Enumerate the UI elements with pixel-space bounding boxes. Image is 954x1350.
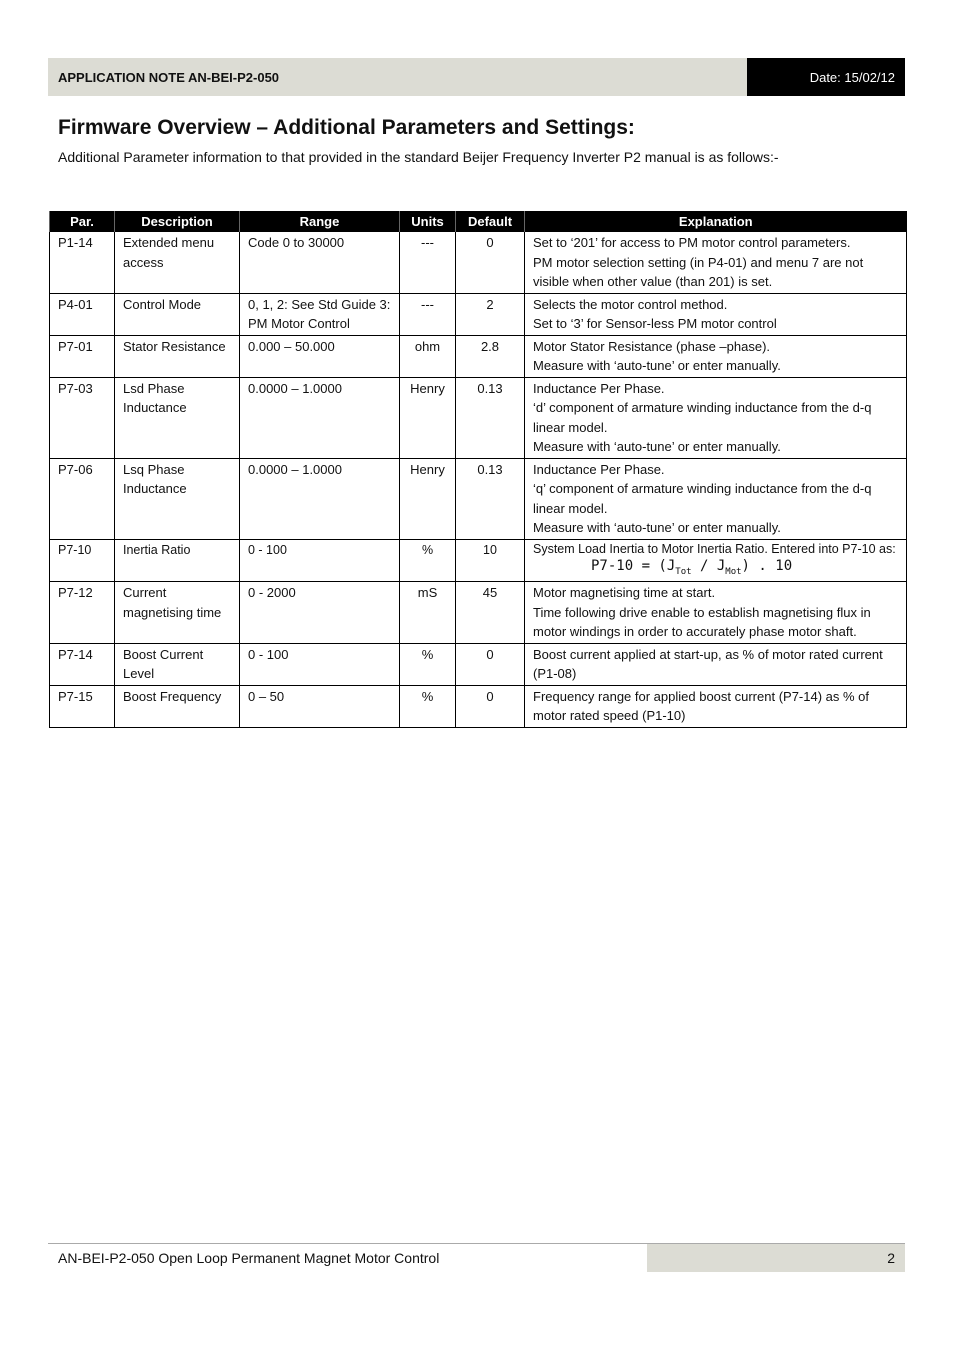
page-title: Firmware Overview – Additional Parameters and Settings: bbox=[58, 116, 635, 139]
footer-document-name: AN-BEI-P2-050 Open Loop Permanent Magnet Motor Control bbox=[58, 1250, 440, 1266]
explanation-line: Boost current applied at start-up, as % of motor rated current (P1-08) bbox=[533, 646, 883, 682]
cell-description: Lsd Phase Inductance bbox=[115, 377, 240, 458]
cell-explanation bbox=[525, 293, 907, 335]
cell-description: Stator Resistance bbox=[115, 335, 240, 377]
cell-units: Henry bbox=[400, 458, 456, 539]
document-title: APPLICATION NOTE AN-BEI-P2-050 bbox=[58, 69, 280, 85]
table-row bbox=[50, 232, 907, 294]
cell-range: 0.0000 – 1.0000 bbox=[240, 458, 400, 539]
formula-subscript: Tot bbox=[675, 566, 692, 577]
cell-range: 0, 1, 2: See Std Guide 3: PM Motor Control bbox=[240, 293, 400, 335]
table-row bbox=[50, 293, 907, 335]
cell-description: Control Mode bbox=[115, 293, 240, 335]
explanation-line: Set to ‘201’ for access to PM motor control parameters. bbox=[533, 235, 851, 250]
cell-units: Henry bbox=[400, 377, 456, 458]
cell-explanation bbox=[525, 377, 907, 458]
cell-units: ohm bbox=[400, 335, 456, 377]
table-row bbox=[50, 335, 907, 377]
cell-explanation bbox=[525, 643, 907, 685]
header-bar bbox=[48, 58, 905, 96]
page-footer bbox=[48, 1243, 905, 1272]
cell-description: Inertia Ratio bbox=[115, 539, 240, 582]
table-header-row bbox=[50, 211, 907, 232]
cell-default: 2 bbox=[456, 293, 525, 335]
cell-units: mS bbox=[400, 582, 456, 644]
formula-subscript: Mot bbox=[725, 566, 742, 577]
cell-units: % bbox=[400, 643, 456, 685]
explanation-line: Inductance Per Phase. bbox=[533, 380, 665, 396]
explanation-line: Inductance Per Phase. bbox=[533, 461, 665, 477]
cell-explanation bbox=[525, 232, 907, 294]
cell-units: --- bbox=[400, 232, 456, 294]
table-row bbox=[50, 643, 907, 685]
explanation-line: Motor Stator Resistance (phase –phase). bbox=[533, 338, 771, 354]
explanation-line: ‘d’ component of armature winding inductance from the d-q linear model. bbox=[533, 400, 872, 435]
cell-default: 0 bbox=[456, 232, 525, 294]
cell-default: 0.13 bbox=[456, 377, 525, 458]
cell-default: 0 bbox=[456, 643, 525, 685]
explanation-line: Selects the motor control method. bbox=[533, 296, 728, 312]
document-date: Date: 15/02/12 bbox=[747, 58, 905, 96]
cell-default: 10 bbox=[456, 539, 525, 582]
cell-explanation bbox=[525, 582, 907, 644]
cell-description: Current magnetising time bbox=[115, 582, 240, 644]
explanation-line: Set to ‘3’ for Sensor-less PM motor control bbox=[533, 316, 777, 331]
cell-par: P7-03 bbox=[50, 377, 115, 458]
cell-range: 0 - 100 bbox=[240, 539, 400, 582]
explanation-line: Time following drive enable to establish magnetising flux in motor windings in order to accurately phase motor shaft. bbox=[533, 604, 871, 640]
explanation-line: PM motor selection setting (in P4-01) and menu 7 are not visible when other value (than 201) is set. bbox=[533, 254, 864, 289]
cell-par: P7-06 bbox=[50, 458, 115, 539]
table-row bbox=[50, 377, 907, 458]
table-row bbox=[50, 685, 907, 727]
cell-par: P1-14 bbox=[50, 232, 115, 294]
col-header-par: Par. bbox=[50, 211, 115, 232]
cell-default: 0.13 bbox=[456, 458, 525, 539]
cell-range: Code 0 to 30000 bbox=[240, 232, 400, 294]
intro-paragraph: Additional Parameter information to that provided in the standard Beijer Frequency Inverter P2 manual is as follows:- bbox=[58, 149, 779, 165]
parameter-table bbox=[49, 211, 907, 728]
explanation-line: Motor magnetising time at start. bbox=[533, 585, 716, 601]
cell-range: 0.000 – 50.000 bbox=[240, 335, 400, 377]
explanation-line: Frequency range for applied boost current (P7-14) as % of motor rated speed (P1-10) bbox=[533, 688, 870, 724]
cell-description: Boost Current Level bbox=[115, 643, 240, 685]
cell-par: P7-01 bbox=[50, 335, 115, 377]
explanation-line: Measure with ‘auto-tune’ or enter manually. bbox=[533, 358, 781, 373]
formula-part: P7-10 = (J bbox=[591, 557, 676, 574]
cell-description: Boost Frequency bbox=[115, 685, 240, 727]
col-header-default: Default bbox=[456, 211, 525, 232]
col-header-range: Range bbox=[240, 211, 400, 232]
cell-units: % bbox=[400, 539, 456, 582]
table-row bbox=[50, 582, 907, 644]
cell-units: % bbox=[400, 685, 456, 727]
cell-par: P4-01 bbox=[50, 293, 115, 335]
table-row bbox=[50, 539, 907, 582]
cell-default: 45 bbox=[456, 582, 525, 644]
cell-range: 0 - 100 bbox=[240, 643, 400, 685]
cell-explanation bbox=[525, 458, 907, 539]
explanation-line: ‘q’ component of armature winding inductance from the d-q linear model. bbox=[533, 481, 872, 516]
page-number: 2 bbox=[647, 1244, 905, 1272]
cell-default: 2.8 bbox=[456, 335, 525, 377]
explanation-line: System Load Inertia to Motor Inertia Ratio. Entered into P7-10 as: bbox=[533, 541, 896, 556]
cell-explanation bbox=[525, 539, 907, 582]
formula-part: ) . 10 bbox=[741, 557, 793, 574]
col-header-description: Description bbox=[115, 211, 240, 232]
cell-par: P7-15 bbox=[50, 685, 115, 727]
cell-par: P7-14 bbox=[50, 643, 115, 685]
cell-explanation bbox=[525, 685, 907, 727]
cell-range: 0 – 50 bbox=[240, 685, 400, 727]
inertia-formula bbox=[533, 557, 898, 581]
table-row bbox=[50, 458, 907, 539]
cell-explanation bbox=[525, 335, 907, 377]
cell-description: Extended menu access bbox=[115, 232, 240, 294]
formula-part: / J bbox=[691, 557, 726, 574]
col-header-units: Units bbox=[400, 211, 456, 232]
cell-default: 0 bbox=[456, 685, 525, 727]
cell-par: P7-10 bbox=[50, 539, 115, 582]
explanation-line: Measure with ‘auto-tune’ or enter manually. bbox=[533, 520, 781, 535]
cell-units: --- bbox=[400, 293, 456, 335]
cell-range: 0.0000 – 1.0000 bbox=[240, 377, 400, 458]
cell-par: P7-12 bbox=[50, 582, 115, 644]
cell-description: Lsq Phase Inductance bbox=[115, 458, 240, 539]
cell-range: 0 - 2000 bbox=[240, 582, 400, 644]
col-header-explanation: Explanation bbox=[525, 211, 907, 232]
explanation-line: Measure with ‘auto-tune’ or enter manually. bbox=[533, 439, 781, 454]
